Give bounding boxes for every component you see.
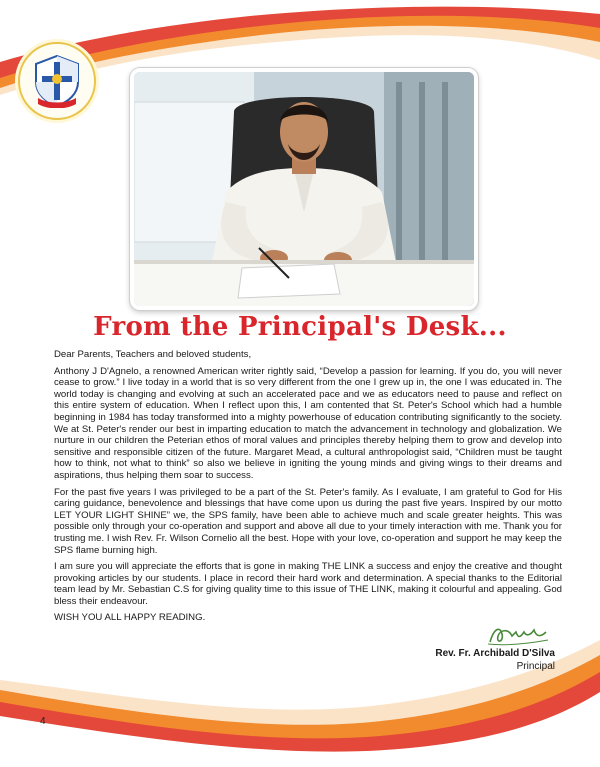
letter-paragraph: For the past five years I was privileged to be a part of the St. Peter's family. As I evaluate, I am grateful to God for His caring guidance, benevolence and blessings that have come upon us during the past five years. Inspired by our motto LET YOUR LIGHT SHINE” we, the SPS family, have been able to achieve much and scale greater heights. This was possible only through your co-operation and support and above all due to your timely interaction with me. Thank you for trusting me. I wish Rev. Fr. Wilson Cornelio all the best. Hope with your love, co-operation and support he may keep the SPS flame burning high. <box>54 486 562 556</box>
signature-scribble <box>486 622 550 648</box>
letter-greeting: Dear Parents, Teachers and beloved students, <box>54 349 252 360</box>
letter-closing: WISH YOU ALL HAPPY READING. <box>54 612 206 624</box>
letter-paragraph: Anthony J D'Agnelo, a renowned American writer rightly said, “Develop a passion for learning. If you do, you will never cease to grow.” I live today in a world that is so very different from the one I grew up in, the one I was educated in. The world today is changing and evolving at such an accelerated pace and we as educators need to pause and reflect on this entire system of education. When I reflect upon this, I am contented that St. Peter's School which had a humble beginning in 1984 has today transformed into a mighty powerhouse of education contributing significantly to the society. We at St. Peter's render our best in imparting education to match the advancement in technology and globalization. We nurture in our children the Peterian ethos of moral values and principles thereby helping them to grow and develop into sensitive and responsible citizen of the future. Margaret Mead, a cultural anthropologist said, “Children must be taught how to think, not what to think” so also we believe in igniting the young minds and giving wings to their dreams and aspirations, thus helping them soar to success. <box>54 365 562 481</box>
letter-paragraph: I am sure you will appreciate the efforts that is gone in making THE LINK a success and enjoy the creative and thought provoking articles by our students. I place in record their hard work and determination. A special thanks to the Editorial team lead by Mr. Sebastian C.S for giving quality time to this issue of THE LINK, making it colourful and appealing. God bless their endeavour. <box>54 561 562 607</box>
letter-body <box>54 349 562 629</box>
signature-title: Principal <box>516 661 555 672</box>
signature-name: Rev. Fr. Archibald D'Silva <box>435 648 555 659</box>
principal-photo <box>130 68 478 310</box>
school-crest-logo <box>18 42 96 120</box>
page-number: 4 <box>40 716 46 727</box>
page-heading: From the Principal's Desk... <box>93 312 507 342</box>
